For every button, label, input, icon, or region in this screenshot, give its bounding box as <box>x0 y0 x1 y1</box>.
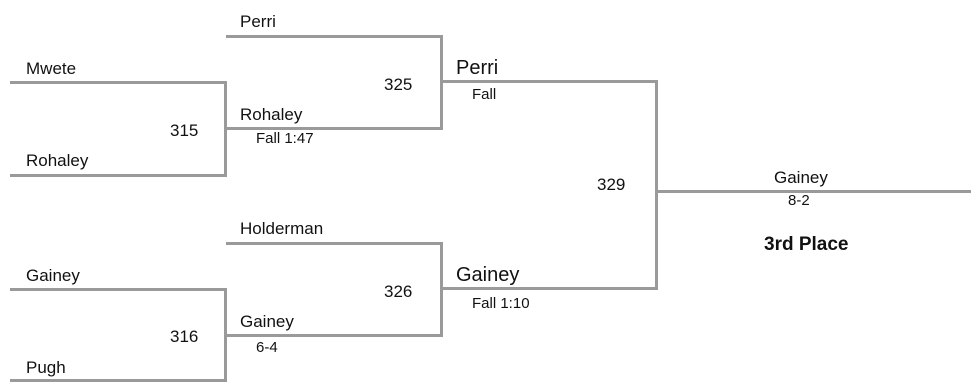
r3-connector <box>655 80 658 290</box>
r1-top-wrestler-b: Rohaley <box>26 151 89 170</box>
r3-top-line <box>442 80 658 83</box>
r3-bottom-result: Fall 1:10 <box>472 295 530 312</box>
r2-top-bout-number: 325 <box>384 75 413 94</box>
final-winner: Gainey <box>774 168 828 187</box>
r1-bottom-line-b <box>10 379 227 382</box>
r1-top-line-a <box>10 81 227 84</box>
r3-bottom-winner: Gainey <box>456 264 520 286</box>
r2-bottom-wrestler-b: Gainey <box>240 312 294 331</box>
r1-bottom-wrestler-a: Gainey <box>26 266 80 285</box>
r3-top-winner: Perri <box>456 57 499 79</box>
r1-top-bout-number: 315 <box>170 121 199 140</box>
r1-bottom-wrestler-b: Pugh <box>26 358 66 377</box>
r2-top-wrestler-b-result: Fall 1:47 <box>256 130 314 147</box>
r2-top-wrestler-b: Rohaley <box>240 105 303 124</box>
r2-bottom-line-a <box>226 242 443 245</box>
r3-top-result: Fall <box>472 86 497 103</box>
final-result: 8-2 <box>788 192 810 209</box>
r2-bottom-wrestler-a: Holderman <box>240 219 324 238</box>
r2-top-wrestler-a: Perri <box>240 12 276 31</box>
r1-top-line-b <box>10 174 227 177</box>
r3-bottom-line <box>442 287 658 290</box>
r2-bottom-bout-number: 326 <box>384 282 413 301</box>
r2-bottom-wrestler-b-result: 6-4 <box>256 339 278 356</box>
r1-bottom-bout-number: 316 <box>170 327 199 346</box>
r1-bottom-line-a <box>10 288 227 291</box>
place-label: 3rd Place <box>764 234 849 255</box>
r2-top-line-a <box>226 35 443 38</box>
final-line <box>657 190 971 193</box>
r1-top-wrestler-a: Mwete <box>26 59 77 78</box>
r2-bottom-line-b <box>226 334 443 337</box>
r3-bout-number: 329 <box>597 175 626 194</box>
